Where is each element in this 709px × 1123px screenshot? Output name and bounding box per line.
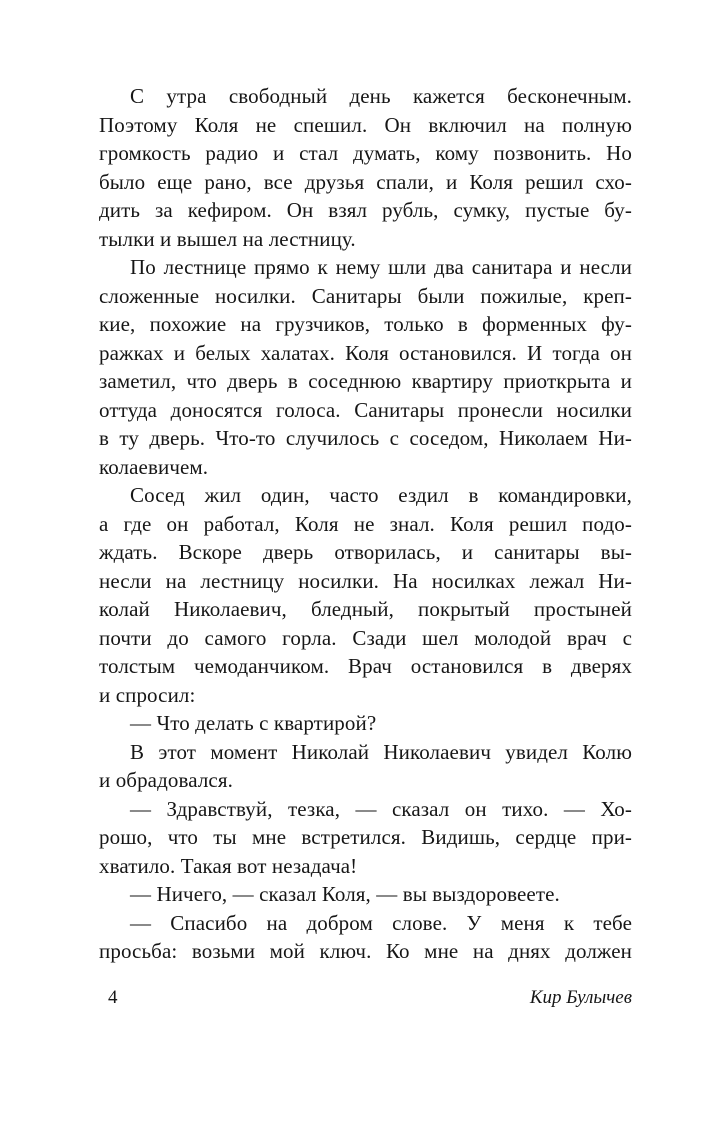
text-line: Сосед жил один, часто ездил в командировки,	[130, 483, 632, 507]
paragraph	[99, 738, 632, 795]
text-line: толстым чемоданчиком. Врач остановился в дверях	[99, 654, 632, 678]
text-line: Поэтому Коля не спешил. Он включил на полную	[99, 112, 632, 137]
paragraph	[99, 253, 632, 481]
text-line: — Здравствуй, тезка, — сказал он тихо. — Хо-	[130, 796, 632, 821]
text-line: — Что делать с квартирой?	[130, 711, 377, 735]
text-line: С утра свободный день кажется бесконечным.	[130, 84, 632, 108]
paragraph	[99, 481, 632, 709]
paragraph	[99, 909, 632, 966]
text-line: тылки и вышел на лестницу.	[99, 226, 356, 251]
text-line: По лестнице прямо к нему шли два санитара и несли	[130, 255, 632, 279]
text-line: В этот момент Николай Николаевич увидел Колю	[130, 739, 632, 764]
running-head-author: Кир Булычев	[529, 987, 632, 1008]
page-footer	[99, 986, 632, 1010]
text-line: громкость радио и стал думать, кому позвонить. Но	[99, 141, 632, 165]
text-line: и обрадовался.	[99, 768, 233, 792]
text-block	[99, 82, 632, 966]
text-line: ражках и белых халатах. Коля остановился. И тогда он	[99, 340, 632, 365]
text-line: оттуда доносятся голоса. Санитары пронесли носилки	[99, 397, 632, 422]
text-line: хватило. Такая вот незадача!	[99, 853, 358, 878]
text-line: заметил, что дверь в соседнюю квартиру приоткрыта и	[99, 369, 632, 393]
text-line: просьба: возьми мой ключ. Ко мне на днях должен	[99, 939, 632, 963]
text-line: ждать. Вскоре дверь отворилась, и санитары вы-	[99, 540, 632, 564]
paragraph	[99, 795, 632, 881]
text-line: колай Николаевич, бледный, покрытый простыней	[99, 597, 632, 621]
paragraph	[99, 82, 632, 253]
text-line: — Спасибо на добром слове. У меня к тебе	[130, 910, 632, 935]
page-number: 4	[108, 987, 118, 1008]
paragraph	[99, 880, 632, 909]
text-line: почти до самого горла. Сзади шел молодой врач с	[99, 625, 632, 650]
text-line: а где он работал, Коля не знал. Коля решил подо-	[99, 511, 632, 536]
text-line: дить за кефиром. Он взял рубль, сумку, пустые бу-	[99, 198, 632, 222]
paragraph	[99, 709, 632, 738]
text-line: рошо, что ты мне встретился. Видишь, сердце при-	[99, 825, 632, 849]
text-line: было еще рано, все друзья спали, и Коля решил схо-	[99, 169, 632, 194]
text-line: — Ничего, — сказал Коля, — вы выздоровеете.	[130, 882, 560, 906]
text-line: колаевичем.	[99, 454, 209, 479]
text-line: сложенные носилки. Санитары были пожилые, креп-	[99, 283, 632, 308]
text-line: несли на лестницу носилки. На носилках лежал Ни-	[99, 568, 632, 593]
text-line: в ту дверь. Что-то случилось с соседом, Николаем Ни-	[99, 426, 632, 450]
text-line: кие, похожие на грузчиков, только в форменных фу-	[99, 312, 632, 336]
text-line: и спросил:	[99, 682, 196, 707]
